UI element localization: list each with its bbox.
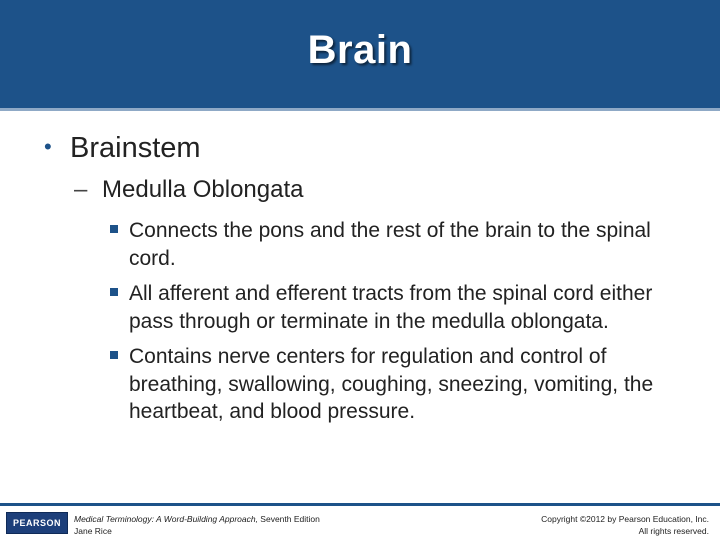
slide-title: Brain	[307, 28, 413, 72]
list-item	[110, 217, 700, 272]
medulla-facts-list	[110, 217, 700, 434]
list-item	[110, 280, 700, 335]
bullet-dot-icon: •	[44, 134, 52, 159]
bullet-brainstem-text: Brainstem	[70, 132, 201, 164]
pearson-logo: PEARSON	[6, 512, 68, 534]
footer-citation	[74, 513, 320, 537]
bullet-medulla-oblongata	[74, 176, 303, 204]
square-bullet-icon	[110, 288, 118, 296]
title-bar	[0, 0, 720, 108]
bullet-brainstem	[44, 132, 201, 165]
square-bullet-icon	[110, 351, 118, 359]
book-edition: Seventh Edition	[257, 514, 320, 524]
author: Jane Rice	[74, 526, 112, 536]
bullet-medulla-text: Medulla Oblongata	[102, 176, 304, 203]
list-item	[110, 343, 700, 426]
square-bullet-icon	[110, 225, 118, 233]
list-item-text: Connects the pons and the rest of the brain to the spinal cord.	[129, 219, 651, 270]
rights-text: All rights reserved.	[638, 526, 709, 536]
footer-divider	[0, 503, 720, 506]
book-title: Medical Terminology: A Word-Building Approach,	[74, 514, 258, 524]
footer-copyright	[541, 513, 709, 537]
copyright-text: Copyright ©2012 by Pearson Education, Inc.	[541, 514, 709, 524]
dash-icon: –	[74, 176, 88, 203]
book-line	[74, 513, 320, 525]
list-item-text: All afferent and efferent tracts from the spinal cord either pass through or terminate in the medulla oblongata.	[129, 282, 653, 333]
header-divider	[0, 108, 720, 111]
list-item-text: Contains nerve centers for regulation and control of breathing, swallowing, coughing, sneezing, vomiting, the heartbeat, and blood pressure.	[129, 345, 654, 423]
